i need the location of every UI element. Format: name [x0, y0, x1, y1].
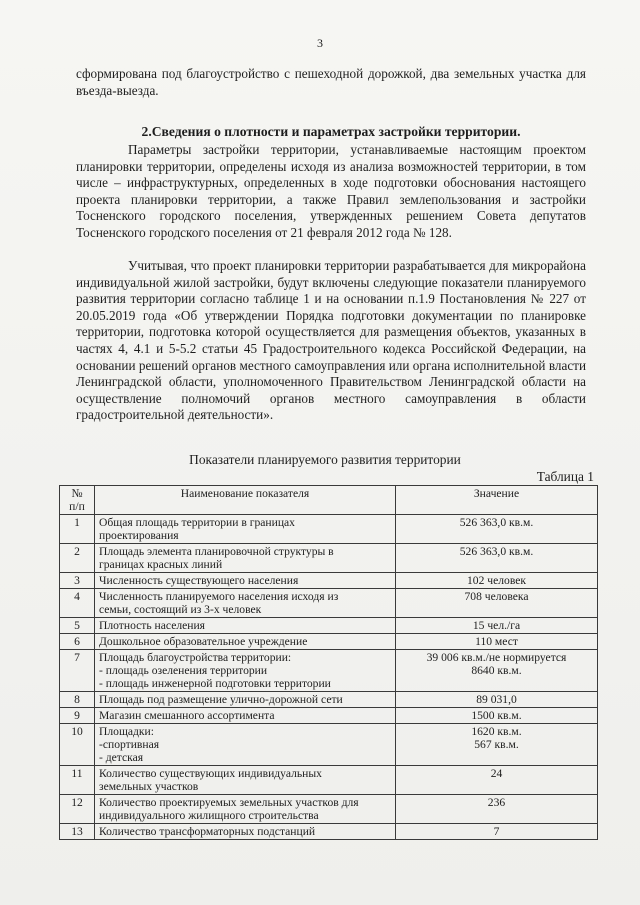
table-row	[60, 795, 598, 824]
paragraph-parameters: Параметры застройки территории, устанавливаемые настоящим проектом планировки территории, определены исходя из анализа возможностей территории, в том числе – инфраструктурных, определенных в ходе подготовки обоснования настоящего проекта планировки территории, а также Правил землепользования и застройки Тосненского городского поселения, утвержденных решением Совета депутатов Тосненского городского поселения от 21 февраля 2012 года № 128.	[76, 142, 586, 240]
indicator-name-line: Численность планируемого населения исходя из	[99, 590, 339, 603]
indicator-name	[95, 589, 396, 618]
row-number: 10	[60, 724, 95, 766]
indicator-name	[95, 766, 396, 795]
intro-paragraph: сформирована под благоустройство с пешеходной дорожкой, два земельных участка для въезда-выезда.	[76, 66, 586, 98]
indicator-value-line: 236	[487, 796, 506, 809]
row-number: 11	[60, 766, 95, 795]
indicator-value	[396, 515, 598, 544]
row-number: 2	[60, 544, 95, 573]
table-row	[60, 515, 598, 544]
indicator-value-line: 7	[493, 825, 500, 838]
indicator-value	[396, 724, 598, 766]
row-number: 6	[60, 634, 95, 650]
indicator-value-line: 8640 кв.м.	[471, 664, 522, 677]
indicator-value	[396, 650, 598, 692]
indicator-value	[396, 795, 598, 824]
indicator-name	[95, 650, 396, 692]
header-name: Наименование показателя	[95, 486, 396, 515]
indicator-name	[95, 573, 396, 589]
indicator-name-line: индивидуального жилищного строительства	[99, 809, 319, 822]
header-number-abbr: п/п	[69, 500, 85, 513]
row-number: 7	[60, 650, 95, 692]
indicator-value	[396, 692, 598, 708]
row-number: 8	[60, 692, 95, 708]
indicator-value-line: 526 363,0 кв.м.	[459, 545, 534, 558]
indicator-value-line: 102 человек	[466, 574, 527, 587]
paragraph-indicators: Учитывая, что проект планировки территории разрабатывается для микрорайона индивидуальной жилой застройки, будут включены следующие показатели планируемого развития территории согласно таблице 1 и на основании п.1.9 Постановления № 227 от 20.05.2019 года «Об утверждении Порядка подготовки документации по планировке территории, подготовка которой осуществляется для размещения объектов, указанных в частях 4, 4.1 и 5-5.2 статьи 45 Градостроительного кодекса Российской Федерации, на основании решений органов местного самоуправления или органа исполнительной власти Ленинградской области, уполномоченного Правительством Ленинградской области на осуществление полномочий органов местного самоуправления в области градостроительной деятельности».	[76, 258, 586, 423]
indicator-name	[95, 634, 396, 650]
indicator-value-line: 24	[490, 767, 503, 780]
table-row	[60, 724, 598, 766]
indicator-value-line: 1500 кв.м.	[471, 709, 522, 722]
indicator-value	[396, 573, 598, 589]
indicator-value-line: 567 кв.м.	[474, 738, 519, 751]
indicator-value	[396, 634, 598, 650]
indicator-name-line: Плотность населения	[99, 619, 206, 632]
indicator-name-line: - площадь инженерной подготовки территории	[99, 677, 331, 690]
table-row	[60, 618, 598, 634]
indicator-value	[396, 618, 598, 634]
indicator-name-line: границах красных линий	[99, 558, 223, 571]
section-heading: 2.Сведения о плотности и параметрах застройки территории.	[141, 124, 521, 139]
indicator-value-line: 708 человека	[464, 590, 529, 603]
indicator-name-line: -спортивная	[99, 738, 160, 751]
header-number-symbol: №	[71, 487, 83, 500]
table-caption: Таблица 1	[536, 469, 594, 484]
indicator-value-line: 110 мест	[475, 635, 518, 648]
indicator-name	[95, 618, 396, 634]
table-row	[60, 650, 598, 692]
table-row	[60, 589, 598, 618]
indicator-name-line: Площадь благоустройства территории:	[99, 651, 292, 664]
indicator-value	[396, 824, 598, 840]
indicator-name-line: Количество трансформаторных подстанций	[99, 825, 316, 838]
row-number: 5	[60, 618, 95, 634]
indicator-value	[396, 544, 598, 573]
indicator-name	[95, 795, 396, 824]
table-row	[60, 692, 598, 708]
table-body	[60, 515, 598, 840]
indicator-name	[95, 824, 396, 840]
indicator-name-line: земельных участков	[99, 780, 199, 793]
table-title: Показатели планируемого развития территории	[189, 452, 461, 467]
indicator-value-line: 39 006 кв.м./не нормируется	[426, 651, 567, 664]
indicator-name-line: Магазин смешанного ассортимента	[99, 709, 275, 722]
page-number: 3	[317, 36, 323, 50]
header-number	[60, 486, 95, 515]
table-row	[60, 824, 598, 840]
header-value: Значение	[396, 486, 598, 515]
indicator-name-line: Количество проектируемых земельных участков для	[99, 796, 359, 809]
indicator-name-line: - площадь озеленения территории	[99, 664, 268, 677]
indicator-name	[95, 515, 396, 544]
indicator-name-line: семьи, состоящий из 3-х человек	[99, 603, 262, 616]
indicator-value	[396, 708, 598, 724]
indicator-name-line: Количество существующих индивидуальных	[99, 767, 322, 780]
row-number: 1	[60, 515, 95, 544]
indicator-value-line: 89 031,0	[476, 693, 517, 706]
row-number: 9	[60, 708, 95, 724]
indicator-name-line: Площадь элемента планировочной структуры в	[99, 545, 334, 558]
indicator-name-line: Площадки:	[99, 725, 154, 738]
indicator-name	[95, 544, 396, 573]
indicator-name-line: Численность существующего населения	[99, 574, 299, 587]
table-row	[60, 766, 598, 795]
indicator-name-line: проектирования	[99, 529, 179, 542]
indicator-value-line: 15 чел./га	[472, 619, 521, 632]
row-number: 12	[60, 795, 95, 824]
indicator-name-line: Дошкольное образовательное учреждение	[99, 635, 308, 648]
row-number: 13	[60, 824, 95, 840]
row-number: 4	[60, 589, 95, 618]
table-row	[60, 573, 598, 589]
table-row	[60, 634, 598, 650]
row-number: 3	[60, 573, 95, 589]
indicator-name	[95, 724, 396, 766]
indicator-name	[95, 708, 396, 724]
table-row	[60, 708, 598, 724]
indicators-table	[59, 485, 598, 840]
indicator-value-line: 526 363,0 кв.м.	[459, 516, 534, 529]
table-header-row	[60, 486, 598, 515]
indicator-name	[95, 692, 396, 708]
indicator-name-line: Общая площадь территории в границах	[99, 516, 295, 529]
table-row	[60, 544, 598, 573]
indicator-name-line: Площадь под размещение улично-дорожной сети	[99, 693, 343, 706]
indicator-value-line: 1620 кв.м.	[471, 725, 522, 738]
indicator-name-line: - детская	[99, 751, 144, 764]
indicator-value	[396, 766, 598, 795]
indicator-value	[396, 589, 598, 618]
